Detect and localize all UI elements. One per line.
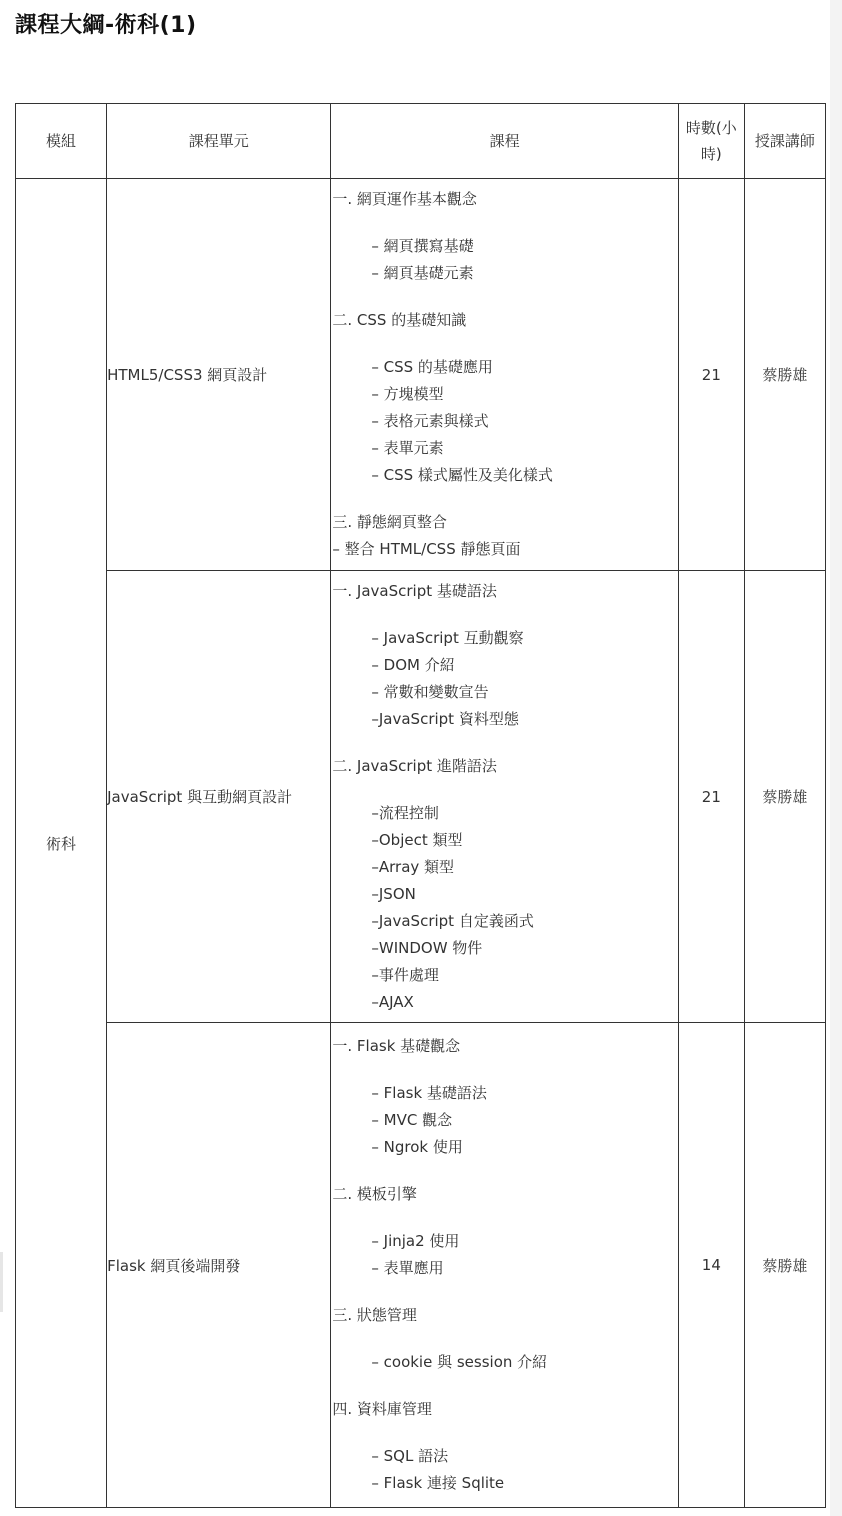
course-list <box>331 578 677 1016</box>
course-item: – DOM 介紹 <box>371 655 455 674</box>
page-title: 課程大綱-術科(1) <box>15 13 197 38</box>
course-item: –流程控制 <box>371 803 439 822</box>
table-row <box>16 571 826 1023</box>
header-hours: 時數(小時) <box>678 104 744 179</box>
course-item: – CSS 的基礎應用 <box>371 358 493 376</box>
course-item: – Jinja2 使用 <box>371 1232 460 1250</box>
unit-cell: JavaScript 與互動網頁設計 <box>107 571 331 1023</box>
unit-cell: HTML5/CSS3 網頁設計 <box>107 179 331 571</box>
course-section: 二. JavaScript 進階語法 <box>332 756 497 775</box>
course-cell <box>331 1023 678 1508</box>
table-header-row <box>16 104 826 179</box>
course-item: – cookie 與 session 介紹 <box>371 1353 548 1371</box>
course-item: – 表單應用 <box>371 1259 444 1277</box>
course-item: – MVC 觀念 <box>371 1111 453 1129</box>
course-section: 二. CSS 的基礎知識 <box>332 311 467 329</box>
course-cell <box>331 179 678 571</box>
course-item: – SQL 語法 <box>371 1447 449 1465</box>
hours-cell: 21 <box>678 571 744 1023</box>
course-item: – 表格元素與樣式 <box>371 412 489 430</box>
course-item: –Object 類型 <box>371 830 463 849</box>
course-item: –JavaScript 資料型態 <box>371 709 519 728</box>
course-item: – Flask 基礎語法 <box>371 1084 487 1102</box>
course-list <box>331 1033 677 1497</box>
course-item: – 網頁撰寫基礎 <box>371 237 474 255</box>
hours-cell: 21 <box>678 179 744 571</box>
header-teacher: 授課講師 <box>744 104 825 179</box>
module-cell: 術科 <box>16 179 107 1508</box>
course-item: –JavaScript 自定義函式 <box>371 911 534 930</box>
course-item: –WINDOW 物件 <box>371 938 483 957</box>
course-section: 三. 靜態網頁整合 <box>332 513 447 531</box>
course-list <box>331 186 677 563</box>
course-item: –JSON <box>371 884 416 903</box>
course-item: – CSS 樣式屬性及美化樣式 <box>371 466 553 484</box>
header-module: 模組 <box>16 104 107 179</box>
unit-cell: Flask 網頁後端開發 <box>107 1023 331 1508</box>
course-section: 三. 狀態管理 <box>332 1306 417 1324</box>
table-row <box>16 1023 826 1508</box>
page-edge <box>830 0 842 1516</box>
syllabus-table <box>15 103 826 1508</box>
course-item: – JavaScript 互動觀察 <box>371 628 524 647</box>
teacher-cell: 蔡勝雄 <box>744 571 825 1023</box>
course-section: 一. JavaScript 基礎語法 <box>332 581 497 600</box>
teacher-cell: 蔡勝雄 <box>744 179 825 571</box>
course-item: – 整合 HTML/CSS 靜態頁面 <box>332 540 521 558</box>
course-item: – 方塊模型 <box>371 385 444 403</box>
course-section: 二. 模板引擎 <box>332 1185 417 1203</box>
table-row <box>16 179 826 571</box>
course-item: – 表單元素 <box>371 439 444 457</box>
course-item: –事件處理 <box>371 965 439 984</box>
course-item: – 常數和變數宣告 <box>371 682 489 701</box>
course-section: 一. 網頁運作基本觀念 <box>332 190 477 208</box>
course-item: – Flask 連接 Sqlite <box>371 1474 505 1492</box>
header-course: 課程 <box>331 104 678 179</box>
course-section: 四. 資料庫管理 <box>332 1400 432 1418</box>
side-tab <box>0 1252 3 1312</box>
teacher-cell: 蔡勝雄 <box>744 1023 825 1508</box>
course-item: –Array 類型 <box>371 857 455 876</box>
course-item: –AJAX <box>371 992 414 1011</box>
course-cell <box>331 571 678 1023</box>
header-unit: 課程單元 <box>107 104 331 179</box>
course-item: – 網頁基礎元素 <box>371 264 474 282</box>
course-item: – Ngrok 使用 <box>371 1138 463 1156</box>
hours-cell: 14 <box>678 1023 744 1508</box>
course-section: 一. Flask 基礎觀念 <box>332 1037 461 1055</box>
